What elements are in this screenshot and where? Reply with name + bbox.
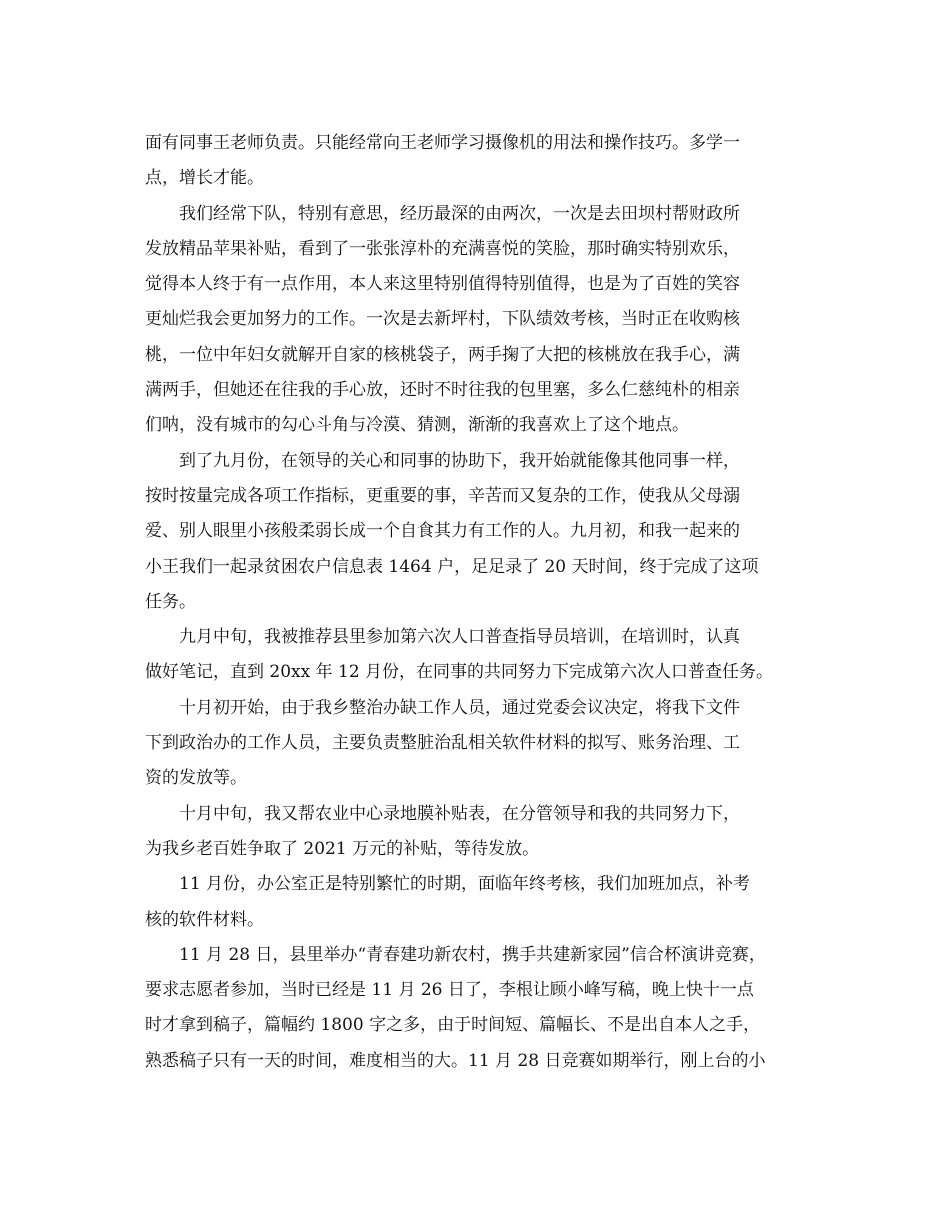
text-line: 小王我们一起录贫困农户信息表 1464 户，足足录了 20 天时间，终于完成了这项	[145, 556, 759, 577]
document-body	[145, 126, 825, 1079]
text-line: 觉得本人终于有一点作用，本人来这里特别值得特别值得，也是为了百姓的笑容	[145, 274, 740, 295]
text-line: 桃，一位中年妇女就解开自家的核桃袋子，两手掬了大把的核桃放在我手心，满	[145, 344, 740, 365]
text-line: 下到政治办的工作人员，主要负责整脏治乱相关软件材料的拟写、账务治理、工	[145, 733, 740, 754]
paragraph-first-line: 到了九月份，在领导的关心和同事的协助下，我开始就能像其他同事一样，	[179, 450, 740, 471]
text-line: 要求志愿者参加，当时已经是 11 月 26 日了，李根让顾小峰写稿，晚上快十一点	[145, 980, 754, 1001]
text-line: 核的软件材料。	[145, 909, 264, 930]
text-line: 资的发放等。	[145, 768, 247, 789]
text-line: 熟悉稿子只有一天的时间，难度相当的大。11 月 28 日竞赛如期举行，刚上台的小	[145, 1050, 766, 1071]
text-line: 满两手，但她还在往我的手心放，还时不时往我的包里塞，多么仁慈纯朴的相亲	[145, 380, 740, 401]
text-line: 做好笔记，直到 20xx 年 12 月份，在同事的共同努力下完成第六次人口普查任务。	[145, 662, 774, 683]
text-line: 们呐，没有城市的勾心斗角与冷漠、猜测，渐渐的我喜欢上了这个地点。	[145, 415, 689, 436]
text-line: 时才拿到稿子，篇幅约 1800 字之多，由于时间短、篇幅长、不是出自本人之手，	[145, 1015, 761, 1036]
text-line: 发放精品苹果补贴，看到了一张张淳朴的充满喜悦的笑脸，那时确实特别欢乐，	[145, 238, 740, 259]
paragraph-first-line: 11 月份，办公室正是特别繁忙的时期，面临年终考核，我们加班加点，补考	[179, 874, 751, 895]
text-line: 为我乡老百姓争取了 2021 万元的补贴，等待发放。	[145, 838, 540, 859]
paragraph-first-line: 11 月 28 日，县里举办“青春建功新农村，携手共建新家园”信合杯演讲竞赛，	[179, 944, 766, 965]
text-line: 任务。	[145, 591, 196, 612]
paragraph-first-line: 九月中旬，我被推荐县里参加第六次人口普查指导员培训，在培训时，认真	[179, 627, 740, 648]
paragraph-first-line: 我们经常下队，特别有意思，经历最深的由两次，一次是去田坝村帮财政所	[179, 203, 740, 224]
text-line: 按时按量完成各项工作指标，更重要的事，辛苦而又复杂的工作，使我从父母溺	[145, 485, 740, 506]
text-line: 点，增长才能。	[145, 168, 264, 189]
text-line: 面有同事王老师负责。只能经常向王老师学习摄像机的用法和操作技巧。多学一	[145, 133, 740, 153]
text-line: 更灿烂我会更加努力的工作。一次是去新坪村，下队绩效考核，当时正在收购核	[145, 309, 740, 330]
text-line: 爱、别人眼里小孩般柔弱长成一个自食其力有工作的人。九月初，和我一起来的	[145, 521, 740, 542]
paragraph-first-line: 十月初开始，由于我乡整治办缺工作人员，通过党委会议决定，将我下文件	[179, 697, 740, 718]
paragraph-first-line: 十月中旬，我又帮农业中心录地膜补贴表，在分管领导和我的共同努力下，	[179, 803, 740, 824]
